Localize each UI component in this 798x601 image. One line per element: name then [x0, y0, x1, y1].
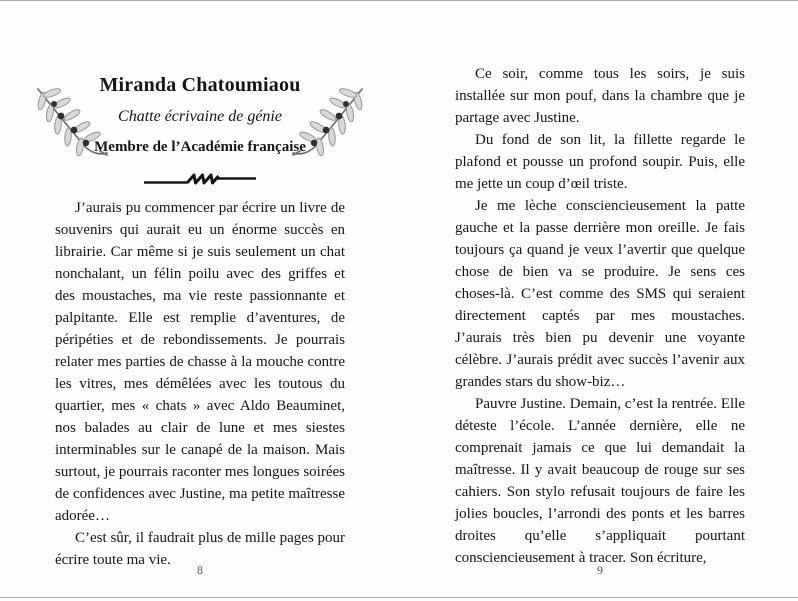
- author-header: [55, 72, 345, 156]
- author-title: Chatte écrivaine de génie: [118, 108, 282, 125]
- paragraph: Pauvre Justine. Demain, c’est la rentrée. Elle déteste l’école. L’année dernière, elle ne comprenait jamais ce que lui demandait la maîtresse. Il y avait beaucoup de rouge sur ses cahiers. Son stylo refusait toujours de faire les jolies boucles, l’arrondi des ponts et les barres droites qu’elle s’appliquait pourtant consciencieusement à tracer. Son écriture,: [455, 396, 745, 566]
- page-left-body: [55, 197, 345, 571]
- page-number-right: 9: [597, 563, 603, 577]
- author-affiliation: Membre de l’Académie française: [94, 139, 306, 155]
- bottom-border-line: [0, 597, 798, 598]
- paragraph: J’aurais pu commencer par écrire un livre de souvenirs qui aurait eu un énorme succès en librairie. Car même si je suis seulement un chat nonchalant, un félin poilu avec des griffes et des moustaches, ma vie reste passionnante et palpitante. Elle est remplie d’aventures, de péripéties et de rebondissements. Je pourrais relater mes parties de chasse à la mouche contre les vitres, mes démêlées avec les toutous du quartier, mes « chats » avec Aldo Beauminet, nos balades au clair de lune et mes siestes interminables sur le canapé de la maison. Mais surtout, je pourrais raconter mes longues soirées de confidences avec Justine, ma petite maîtresse adorée…: [55, 200, 345, 524]
- paragraph: Du fond de son lit, la fillette regarde le plafond et pousse un profond soupir. Puis, elle me jette un coup d’œil triste.: [455, 132, 745, 192]
- paragraph: Ce soir, comme tous les soirs, je suis installée sur mon pouf, dans la chambre que je partage avec Justine.: [455, 66, 745, 126]
- author-name: Miranda Chatoumiaou: [99, 74, 301, 96]
- page-right-body: [455, 63, 745, 569]
- page-number-left: 8: [197, 563, 203, 577]
- paragraph: C’est sûr, il faudrait plus de mille pages pour écrire toute ma vie.: [55, 530, 345, 568]
- paragraph: Je me lèche consciencieusement la patte gauche et la passe derrière mon oreille. Je fais toujours ça quand je veux l’avertir que quelque chose de bien va se produire. Je sens ces choses-là. C’est comme des SMS qui seraient directement captés par mes moustaches. J’aurais très bien pu devenir une voyante célèbre. J’aurais prédit avec succès l’avenir aux grandes stars du show-biz…: [455, 198, 745, 390]
- rope-twist-divider-icon: [144, 169, 256, 191]
- page-right: [399, 0, 798, 601]
